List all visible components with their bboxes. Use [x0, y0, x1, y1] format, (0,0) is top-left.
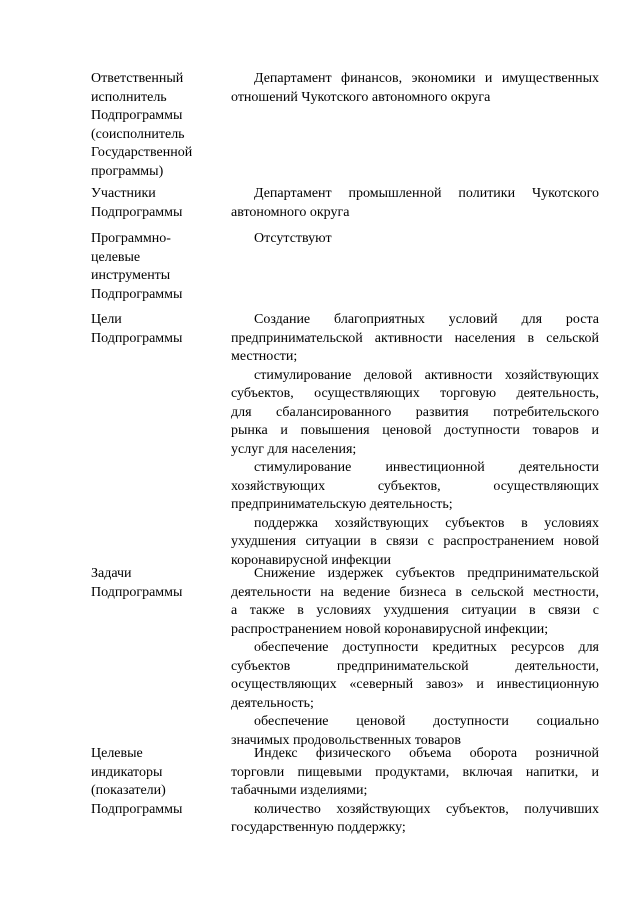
content-line: ухудшения ситуации в связи с распространением новой	[231, 534, 599, 549]
row-content	[231, 70, 599, 107]
content-line: Отсутствуют	[254, 231, 332, 246]
content-line: Снижение издержек субъектов предпринимательской	[254, 566, 599, 581]
content-line: Индекс физического объема оборота розничной	[254, 746, 599, 761]
content-line: предпринимательской активности населения в сельской	[231, 330, 599, 346]
label-line: индикаторы	[91, 764, 163, 780]
content-line: деятельность;	[231, 695, 314, 711]
label-line: (соисполнитель	[91, 126, 185, 142]
content-line: Департамент финансов, экономики и имущественных	[254, 71, 599, 86]
label-line: Участники	[91, 186, 156, 201]
label-line: Ответственный	[91, 71, 184, 86]
row-label	[91, 185, 226, 222]
content-line: хозяйствующих субъектов, осуществляющих	[231, 478, 599, 494]
content-line: обеспечение доступности кредитных ресурсов для	[254, 640, 599, 655]
label-line: инструменты	[91, 268, 171, 283]
content-line: Создание благоприятных условий для роста	[254, 312, 599, 327]
row-content	[231, 185, 599, 222]
label-line: Подпрограммы	[91, 204, 183, 220]
content-line: табачными изделиями;	[231, 783, 368, 798]
content-line: Департамент промышленной политики Чукотского	[254, 186, 599, 201]
label-line: целевые	[91, 249, 141, 265]
content-line: деятельности на ведение бизнеса в сельской местности,	[231, 584, 599, 600]
row-label	[91, 745, 226, 819]
label-line: Целевые	[91, 746, 143, 761]
label-line: Государственной	[91, 145, 193, 160]
content-line: услуг для населения;	[231, 441, 357, 457]
content-line: коронавирусной инфекции	[231, 552, 391, 568]
label-line: Цели	[91, 312, 122, 327]
content-line: субъектов, осуществляющих торговую деятельность,	[231, 386, 599, 401]
content-line: субъектов предпринимательской деятельности,	[231, 658, 599, 674]
label-line: Подпрограммы	[91, 286, 183, 302]
content-line: для сбалансированного развития потребительского	[231, 404, 599, 420]
content-line: рынка и повышения ценовой доступности товаров и	[231, 423, 599, 438]
content-line: а также в условиях ухудшения ситуации в связи с	[231, 603, 599, 618]
row-label	[91, 230, 226, 304]
row-label	[91, 565, 226, 602]
content-line: торговли пищевыми продуктами, включая напитки, и	[231, 764, 599, 780]
label-line: Программно-	[91, 231, 171, 246]
content-line: стимулирование инвестиционной деятельности	[254, 460, 599, 475]
row-content	[231, 745, 599, 838]
content-line: государственную поддержку;	[231, 820, 406, 835]
row-content	[231, 565, 599, 750]
row-label	[91, 311, 226, 348]
content-line: значимых продовольственных товаров	[231, 732, 462, 748]
label-line: программы)	[91, 163, 164, 179]
content-line: обеспечение ценовой доступности социально	[254, 714, 599, 729]
label-line: Подпрограммы	[91, 108, 183, 123]
content-line: осуществляющих «северный завоз» и инвестиционную	[231, 677, 599, 692]
content-line: предпринимательскую деятельность;	[231, 497, 453, 512]
label-line: исполнитель	[91, 89, 167, 105]
content-line: распространением новой коронавирусной инфекции;	[231, 621, 549, 637]
content-line: отношений Чукотского автономного округа	[231, 89, 491, 105]
content-line: стимулирование деловой активности хозяйствующих	[254, 367, 599, 383]
content-line: поддержка хозяйствующих субъектов в условиях	[254, 515, 599, 531]
label-line: Подпрограммы	[91, 584, 183, 600]
content-line: местности;	[231, 349, 298, 364]
label-line: (показатели)	[91, 783, 166, 798]
row-content	[231, 230, 599, 249]
label-line: Подпрограммы	[91, 330, 183, 346]
content-line: количество хозяйствующих субъектов, получивших	[254, 801, 599, 817]
row-label	[91, 70, 226, 181]
label-line: Подпрограммы	[91, 801, 183, 817]
row-content	[231, 311, 599, 570]
label-line: Задачи	[91, 566, 132, 581]
content-line: автономного округа	[231, 204, 350, 220]
